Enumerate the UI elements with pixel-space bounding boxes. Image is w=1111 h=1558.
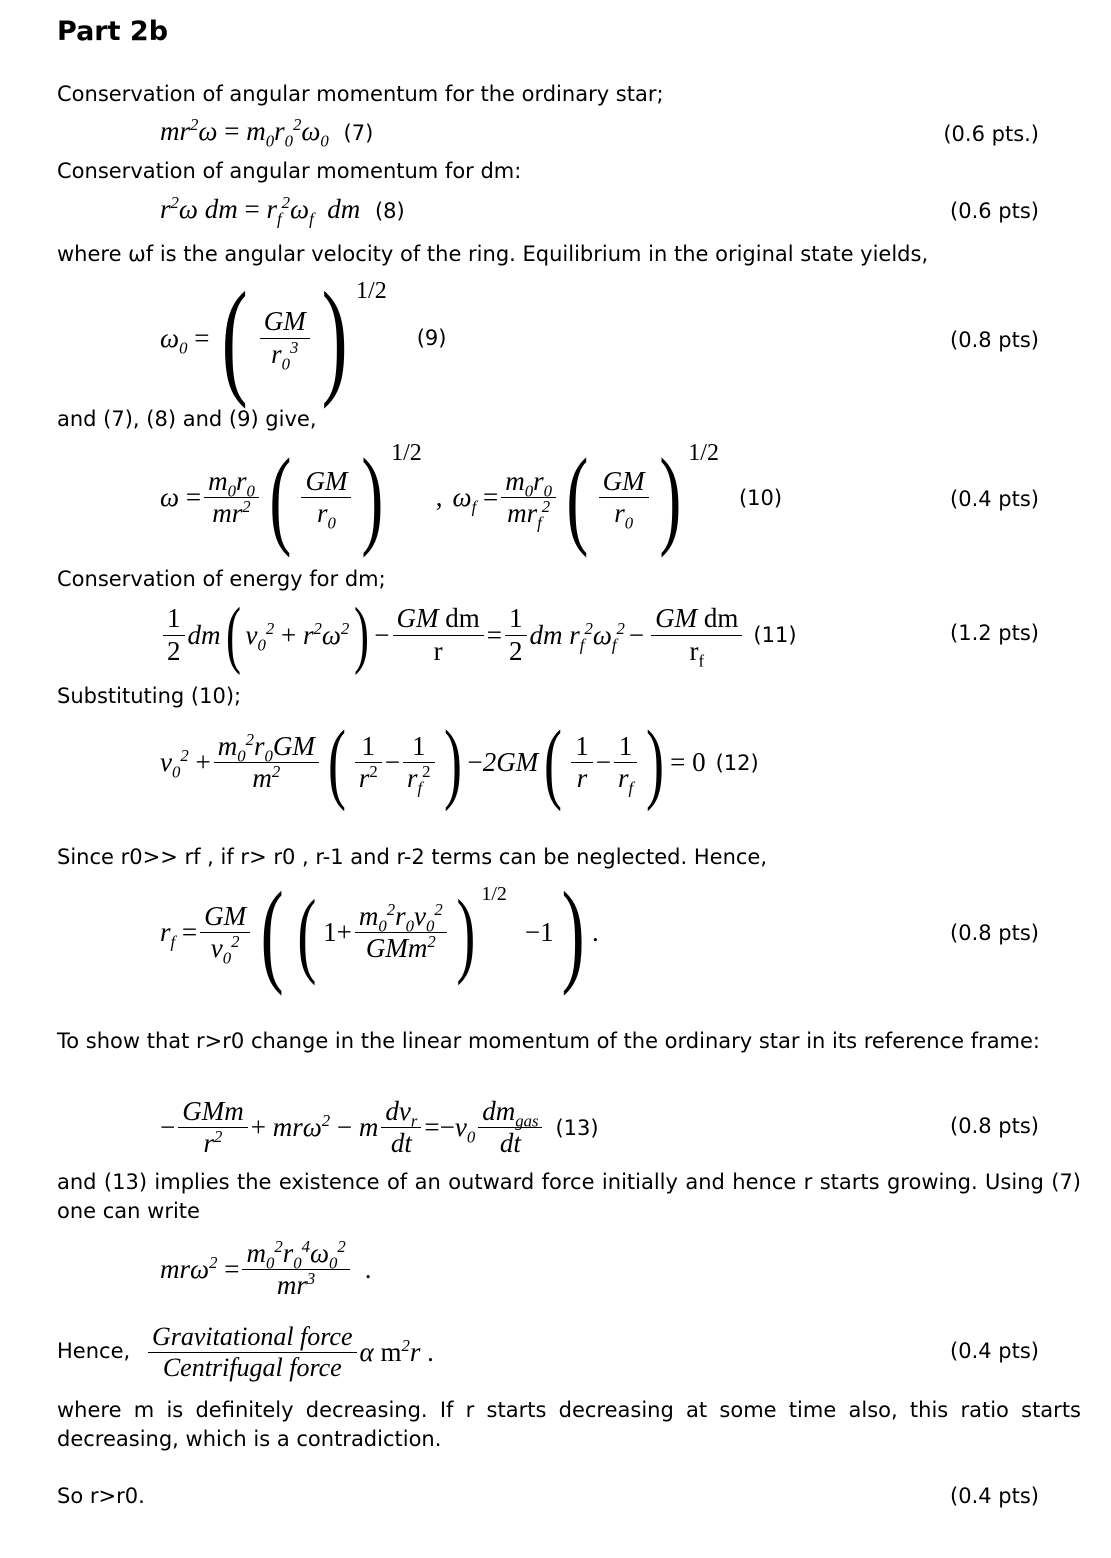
equation-12: $v_0^2$ + $\frac{m_0^2r_0GM}{m^2}$ ( $\frac{1}{r^2}$ − $\frac{1}{r_f^2}$ ) − 2GM ( $\frac{1}{r}$ − $\frac{1}{r_f}$ ) = 0 (12) — [160, 713, 759, 812]
paragraph-to-show: To show that r>r0 change in the linear momentum of the ordinary star in its reference frame: — [57, 1029, 1041, 1053]
equation-7: $mr^2\omega = m_0r_0^2\omega_0$ (7) — [160, 115, 374, 151]
equation-number: (10) — [738, 485, 783, 510]
paragraph-substituting: Substituting (10); — [57, 684, 242, 708]
equation-9: $\omega_0$ = ( $\frac{GM}{r_0^3}$ ) 1/2 (9) — [160, 266, 447, 410]
equation-number: (11) — [753, 623, 797, 647]
equation-number: (7) — [343, 121, 374, 145]
points-ratio: (0.4 pts) — [950, 1339, 1039, 1363]
equation-number: (13) — [555, 1115, 599, 1140]
paragraph-energy-conservation: Conservation of energy for dm; — [57, 567, 386, 591]
equation-10: ω = $\frac{m_0r_0}{mr^2}$ ( $\frac{GM}{r_0}$ ) 1/2 , $\omega_f$ = $\frac{m_0r_0}{mr_f^2}$ ( $\frac{GM}{r_0}$ ) 1/2 (10) — [160, 436, 783, 558]
equation-centrifugal: mrω$^2$ = $\frac{m_0^2r_0^4\omega_0^2}{mr^3}$ . — [160, 1236, 372, 1300]
paragraph-contradiction: where m is definitely decreasing. If r starts decreasing at some time also, this ratio starts decreasing, which is a contradiction. — [57, 1398, 1081, 1451]
equation-number: (8) — [374, 199, 405, 223]
equation-force-ratio: $\frac{\text{Gravitational force}}{\text{Centrifugal force}}$ α $m^2r$ . — [145, 1318, 434, 1386]
points-eq8: (0.6 pts) — [950, 199, 1039, 223]
ratio-denominator: Centrifugal force — [162, 1352, 342, 1382]
paragraph-combining: and (7), (8) and (9) give, — [57, 407, 317, 431]
paragraph-angular-momentum-star: Conservation of angular momentum for the ordinary star; — [57, 82, 664, 106]
equation-11: $\frac{1}{2}$ dm ( $v_0^2 + r^2\omega^2$ ) − $\frac{\text{GM dm}}{r}$ = $\frac{1}{2}$ dm $r_f^2\omega_f^2$ − $\frac{\text{GM dm}}{r_f}$ (11) — [160, 595, 797, 675]
paragraph-outward-force: and (13) implies the existence of an outward force initially and hence r starts growing. Using (7) one can write — [57, 1170, 1081, 1223]
equation-8: $r^2\omega$ dm = $r_f^2\omega_f$ dm (8) — [160, 193, 405, 229]
points-eq7: (0.6 pts.) — [943, 122, 1039, 146]
equation-rf: $r_f$ = $\frac{GM}{v_0^2}$ ( ( 1+ $\frac{m_0^2r_0v_0^2}{GMm^2}$ ) 1/2 −1 ) . — [160, 868, 599, 996]
ratio-numerator: Gravitational force — [148, 1322, 357, 1353]
paragraph-since: Since r0>> rf , if r> r0 , r-1 and r-2 terms can be neglected. Hence, — [57, 845, 768, 869]
conclusion: So r>r0. — [57, 1484, 145, 1508]
points-final: (0.4 pts) — [950, 1484, 1039, 1508]
paragraph-ring-velocity: where ωf is the angular velocity of the ring. Equilibrium in the original state yields, — [57, 242, 929, 266]
points-eq9: (0.8 pts) — [950, 328, 1039, 352]
points-eq11: (1.2 pts) — [950, 621, 1039, 645]
paragraph-angular-momentum-dm: Conservation of angular momentum for dm: — [57, 159, 522, 183]
section-heading: Part 2b — [57, 16, 169, 47]
points-eq10: (0.4 pts) — [950, 487, 1039, 511]
equation-number: (12) — [715, 750, 759, 775]
hence-label: Hence, — [57, 1339, 131, 1363]
points-eq13: (0.8 pts) — [950, 1114, 1039, 1138]
points-eq-rf: (0.8 pts) — [950, 921, 1039, 945]
equation-number: (9) — [416, 326, 447, 350]
equation-13: − $\frac{\text{GMm}}{r^2}$ + mrω$^2$ − m $\frac{dv_r}{dt}$ $=-v_0$ $\frac{dm_{gas}}{dt}$ (13) — [160, 1095, 599, 1158]
